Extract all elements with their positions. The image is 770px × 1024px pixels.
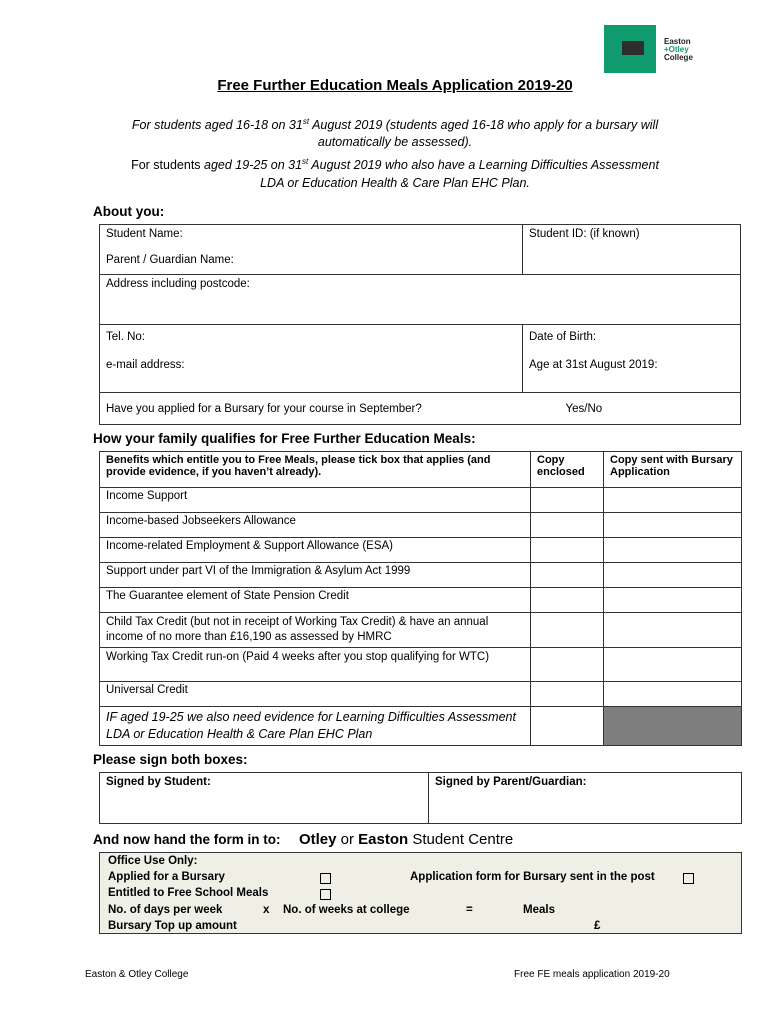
copy-sent-checkbox[interactable] <box>604 488 742 513</box>
logo-text: Easton +Otley College <box>664 37 693 62</box>
copy-enclosed-header: Copy enclosed <box>531 452 604 488</box>
about-heading: About you: <box>93 204 165 219</box>
copy-enclosed-checkbox[interactable] <box>531 563 604 588</box>
copy-sent-checkbox[interactable] <box>604 563 742 588</box>
student-name-label: Student Name: <box>106 228 183 240</box>
benefits-table <box>99 451 742 746</box>
copy-sent-header: Copy sent with Bursary Application <box>604 452 742 488</box>
copy-sent-checkbox[interactable] <box>604 538 742 563</box>
bursary-yes-no[interactable]: Yes/No <box>565 402 603 415</box>
copy-sent-checkbox[interactable] <box>604 648 742 682</box>
name-cell[interactable] <box>100 225 523 275</box>
benefit-label: Universal Credit <box>100 682 531 707</box>
copy-enclosed-checkbox[interactable] <box>531 682 604 707</box>
intro-line-4: LDA or Education Health & Care Plan EHC Plan. <box>260 176 530 190</box>
sign-heading: Please sign both boxes: <box>93 752 248 767</box>
benefit-label: Support under part VI of the Immigration & Asylum Act 1999 <box>100 563 531 588</box>
footer-right: Free FE meals application 2019-20 <box>514 969 670 980</box>
meals-label: Meals <box>523 904 555 916</box>
multiply-sign: x <box>263 904 270 916</box>
entitled-fsm-checkbox[interactable] <box>320 889 331 900</box>
benefits-heading: How your family qualifies for Free Further Education Meals: <box>93 431 476 446</box>
entitled-fsm-label: Entitled to Free School Meals <box>108 887 269 899</box>
copy-enclosed-checkbox[interactable] <box>531 648 604 682</box>
benefit-label: Income-related Employment & Support Allowance (ESA) <box>100 538 531 563</box>
intro-line-1: For students aged 16-18 on 31st August 2019 (students aged 16-18 who apply for a bursary will <box>131 117 659 133</box>
office-title: Office Use Only: <box>108 855 198 867</box>
copy-enclosed-checkbox[interactable] <box>531 707 604 746</box>
intro-line-3: For students aged 19-25 on 31st August 2019 who also have a Learning Difficulties Assessment <box>131 157 659 173</box>
benefit-label: Child Tax Credit (but not in receipt of Working Tax Credit) & have an annual income of no more than £16,190 as assessed by HMRC <box>100 613 531 648</box>
parent-signature-box[interactable] <box>429 773 742 824</box>
logo-mark <box>604 25 656 73</box>
footer-left: Easton & Otley College <box>85 969 189 980</box>
parent-signature-label: Signed by Parent/Guardian: <box>435 776 587 788</box>
topup-label: Bursary Top up amount <box>108 920 237 932</box>
student-id-cell[interactable] <box>523 225 741 275</box>
student-id-label: Student ID: (if known) <box>529 228 640 240</box>
copy-sent-checkbox[interactable] <box>604 682 742 707</box>
intro-line-2: automatically be assessed). <box>317 135 473 149</box>
about-table <box>99 224 741 425</box>
benefit-label-lda: IF aged 19-25 we also need evidence for Learning Difficulties Assessment LDA or Education Health & Care Plan EHC Plan <box>100 707 531 746</box>
copy-sent-checkbox[interactable] <box>604 513 742 538</box>
copy-enclosed-checkbox[interactable] <box>531 513 604 538</box>
address-label: Address including postcode: <box>106 278 250 290</box>
email-label: e-mail address: <box>106 359 185 371</box>
copy-enclosed-checkbox[interactable] <box>531 613 604 648</box>
age-label: Age at 31st August 2019: <box>529 359 658 371</box>
copy-sent-checkbox[interactable] <box>604 588 742 613</box>
pound-sign: £ <box>594 920 601 932</box>
benefit-label: The Guarantee element of State Pension Credit <box>100 588 531 613</box>
benefit-label: Working Tax Credit run-on (Paid 4 weeks after you stop qualifying for WTC) <box>100 648 531 682</box>
equals-sign: = <box>466 904 473 916</box>
parent-name-label: Parent / Guardian Name: <box>106 254 234 266</box>
benefits-col-header: Benefits which entitle you to Free Meals, please tick box that applies (and provide evidence, if you haven’t already). <box>100 452 531 488</box>
weeks-label: No. of weeks at college <box>283 904 410 916</box>
form-sent-label: Application form for Bursary sent in the post <box>410 871 655 883</box>
student-signature-label: Signed by Student: <box>106 776 211 788</box>
copy-enclosed-checkbox[interactable] <box>531 488 604 513</box>
benefit-label: Income Support <box>100 488 531 513</box>
copy-enclosed-checkbox[interactable] <box>531 588 604 613</box>
applied-bursary-label: Applied for a Bursary <box>108 871 225 883</box>
applied-bursary-checkbox[interactable] <box>320 873 331 884</box>
copy-sent-checkbox[interactable] <box>604 613 742 648</box>
page-title: Free Further Education Meals Application 2019-20 <box>217 77 573 94</box>
bursary-question: Have you applied for a Bursary for your course in September? <box>106 402 422 415</box>
office-use-box <box>99 852 742 934</box>
days-per-week-label: No. of days per week <box>108 904 223 916</box>
tel-label: Tel. No: <box>106 331 145 343</box>
address-cell[interactable] <box>100 275 741 325</box>
copy-enclosed-checkbox[interactable] <box>531 538 604 563</box>
hand-in-line: And now hand the form in to: Otley or Easton Student Centre <box>93 831 514 848</box>
dob-label: Date of Birth: <box>529 331 597 343</box>
student-signature-box[interactable] <box>100 773 429 824</box>
form-sent-checkbox[interactable] <box>683 873 694 884</box>
dob-age-cell[interactable] <box>523 325 741 393</box>
sign-table <box>99 772 742 824</box>
greyed-cell <box>604 707 742 746</box>
contact-cell[interactable] <box>100 325 523 393</box>
bursary-question-cell[interactable] <box>100 393 741 425</box>
benefit-label: Income-based Jobseekers Allowance <box>100 513 531 538</box>
